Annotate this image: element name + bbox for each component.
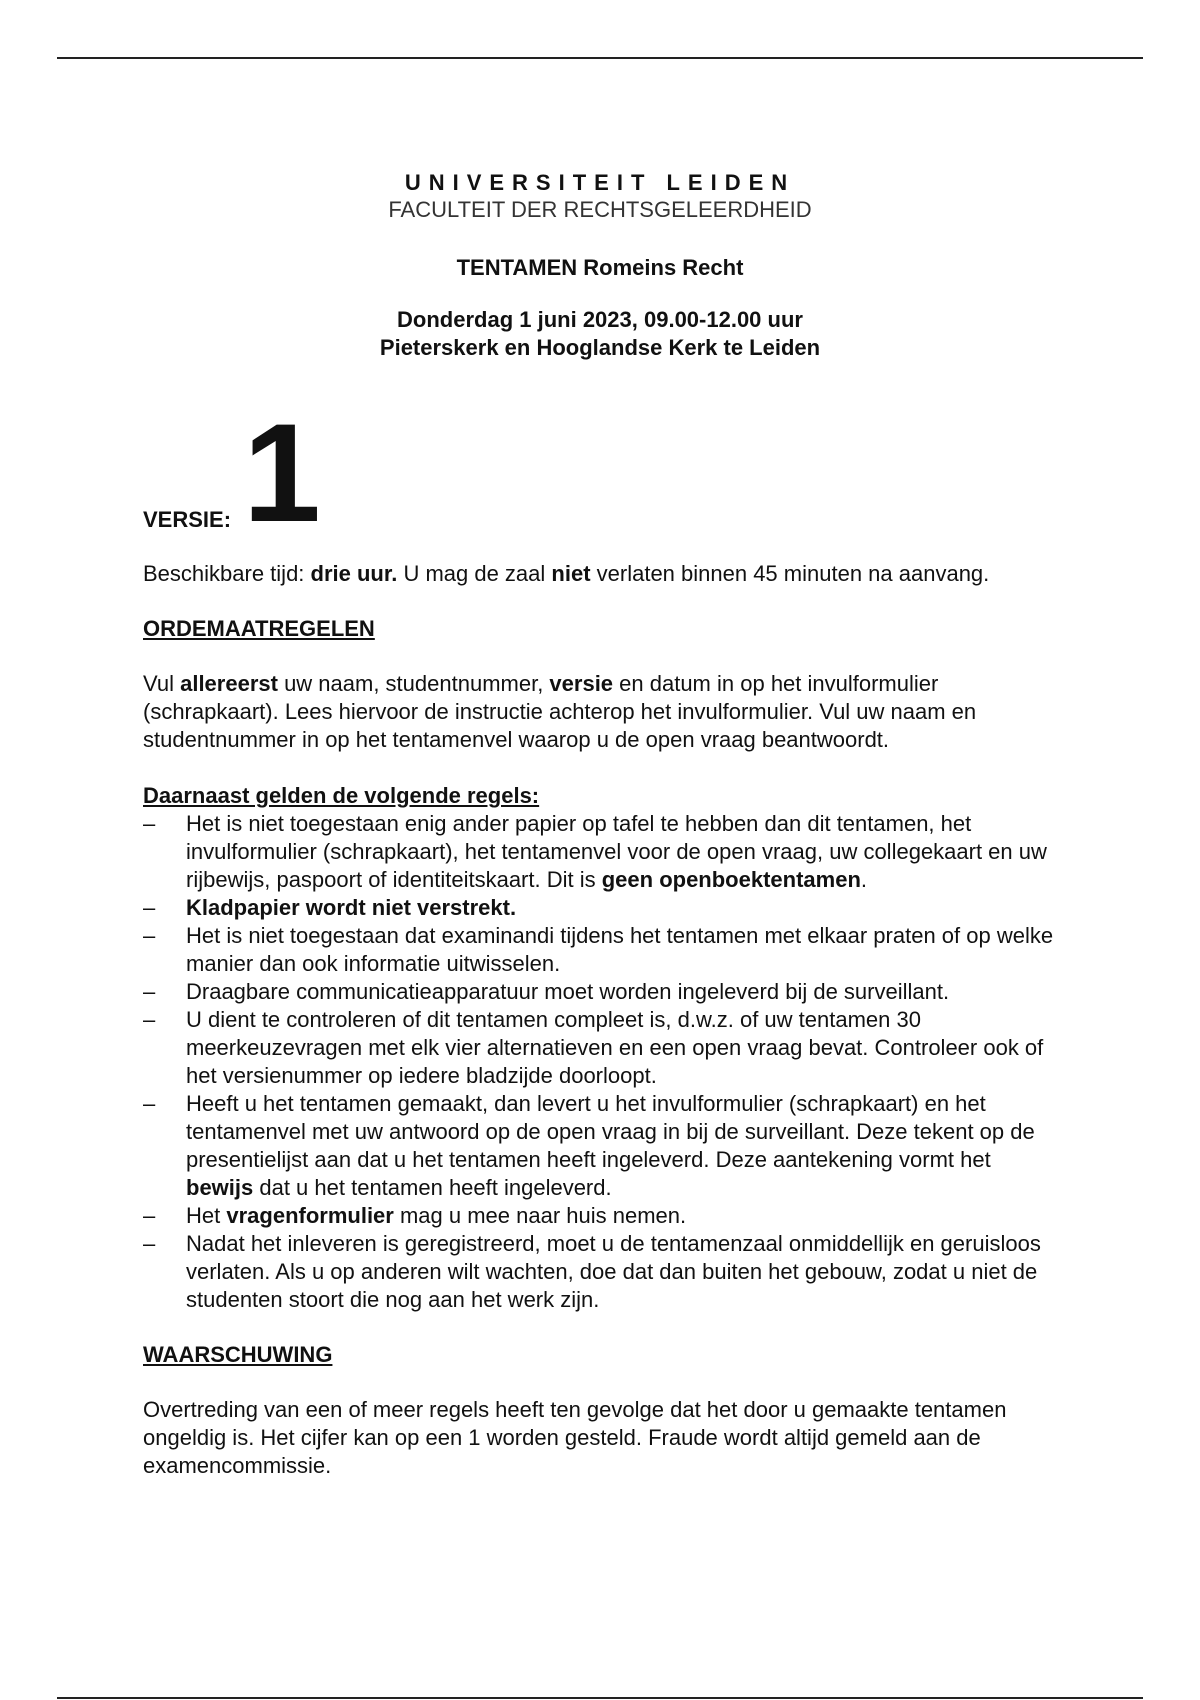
section-title-waarschuwing: WAARSCHUWING — [143, 1342, 333, 1367]
rules-list — [143, 810, 1057, 1314]
rule-7-bold: vragenformulier — [226, 1203, 394, 1228]
rule-4-text: Draagbare communicatieapparatuur moet worden ingeleverd bij de surveillant. — [186, 979, 950, 1004]
faculty-name: FACULTEIT DER RECHTSGELEERDHEID — [388, 197, 812, 222]
university-name: UNIVERSITEIT LEIDEN — [404, 170, 796, 195]
list-item — [143, 1006, 1057, 1090]
rule-1-bold: geen openboektentamen — [601, 867, 861, 892]
warning-paragraph: Overtreding van een of meer regels heeft ten gevolge dat het door u gemaakte tentamen ongeldig is. Het cijfer kan op een 1 worden gesteld. Fraude wordt altijd gemeld aan de examencommissie. — [143, 1397, 1007, 1478]
document-header — [0, 170, 1200, 362]
list-item — [143, 894, 1057, 922]
list-dash: – — [143, 1231, 156, 1256]
intro-text-2: U mag de zaal — [397, 561, 552, 586]
rule-3-text: Het is niet toegestaan dat examinandi tijdens het tentamen met elkaar praten of op welke manier dan ook informatie uitwisselen. — [186, 923, 1054, 976]
exam-title: TENTAMEN Romeins Recht — [456, 255, 744, 280]
list-dash: – — [143, 811, 156, 836]
list-item — [143, 810, 1057, 894]
rule-1-text: Het is niet toegestaan enig ander papier op tafel te hebben dan dit tentamen, het invulformulier (schrapkaart), het tentamenvel voor de open vraag, uw collegekaart en uw rijbewijs, paspoort of identiteitskaart. Dit is — [186, 811, 1047, 892]
list-item — [143, 978, 1057, 1006]
list-dash: – — [143, 923, 156, 948]
list-dash: – — [143, 895, 156, 920]
rule-1-end: . — [860, 867, 868, 892]
rule-8-text: Nadat het inleveren is geregistreerd, moet u de tentamenzaal onmiddellijk en geruisloos verlaten. Als u op anderen wilt wachten, doe dat dan buiten het gebouw, zodat u niet de studenten stoort die nog aan het werk zijn. — [186, 1231, 1041, 1312]
intro-bold-2: niet — [551, 561, 591, 586]
ordemaatregelen-paragraph — [143, 670, 1057, 754]
list-dash: – — [143, 1091, 156, 1116]
rule-5-text: U dient te controleren of dit tentamen compleet is, d.w.z. of uw tentamen 30 meerkeuzevragen met elk vier alternatieven en een open vraag bevat. Controleer ook of het versienummer op iedere bladzijde doorloopt. — [186, 1007, 1044, 1088]
intro-paragraph — [143, 560, 1057, 588]
list-dash: – — [143, 979, 156, 1004]
list-dash: – — [143, 1007, 156, 1032]
top-rule — [57, 57, 1143, 59]
bottom-rule — [57, 1697, 1143, 1699]
list-item — [143, 1230, 1057, 1314]
intro-text-3: verlaten binnen 45 minuten na aanvang. — [590, 561, 990, 586]
ordemaatregelen-bold-b: versie — [549, 671, 614, 696]
rule-7-text: Het — [186, 1203, 227, 1228]
list-item — [143, 922, 1057, 978]
exam-location: Pieterskerk en Hooglandse Kerk te Leiden — [379, 335, 821, 360]
section-title-ordemaatregelen: ORDEMAATREGELEN — [143, 616, 375, 641]
ordemaatregelen-text-c: en datum in op het invulformulier (schrapkaart). Lees hiervoor de instructie achterop het invulformulier. Vul uw naam en studentnummer in op het tentamenvel waarop u de open vraag beantwoordt. — [143, 671, 977, 752]
version-number: 1 — [243, 394, 321, 551]
ordemaatregelen-text-a: Vul — [143, 671, 181, 696]
exam-date: Donderdag 1 juni 2023, 09.00-12.00 uur — [397, 307, 803, 332]
list-item — [143, 1090, 1057, 1202]
list-item — [143, 1202, 1057, 1230]
ordemaatregelen-text-b: uw naam, studentnummer, — [277, 671, 550, 696]
rule-6-end: dat u het tentamen heeft ingeleverd. — [253, 1175, 612, 1200]
rule-7-end: mag u mee naar huis nemen. — [393, 1203, 687, 1228]
rule-2-bold: Kladpapier wordt niet verstrekt. — [186, 895, 517, 920]
ordemaatregelen-bold-a: allereerst — [180, 671, 278, 696]
rule-6-text: Heeft u het tentamen gemaakt, dan levert u het invulformulier (schrapkaart) en het tentamenvel met uw antwoord op de open vraag in bij de surveillant. Deze tekent op de presentielijst aan dat u het tentamen heeft ingeleverd. Deze aantekening vormt het — [186, 1091, 1035, 1172]
intro-bold-1: drie uur. — [310, 561, 398, 586]
intro-text-1: Beschikbare tijd: — [143, 561, 311, 586]
document-body — [143, 560, 1057, 1480]
rule-6-bold: bewijs — [186, 1175, 254, 1200]
rules-title: Daarnaast gelden de volgende regels: — [143, 783, 540, 808]
version-label: VERSIE: — [143, 507, 232, 532]
list-dash: – — [143, 1203, 156, 1228]
